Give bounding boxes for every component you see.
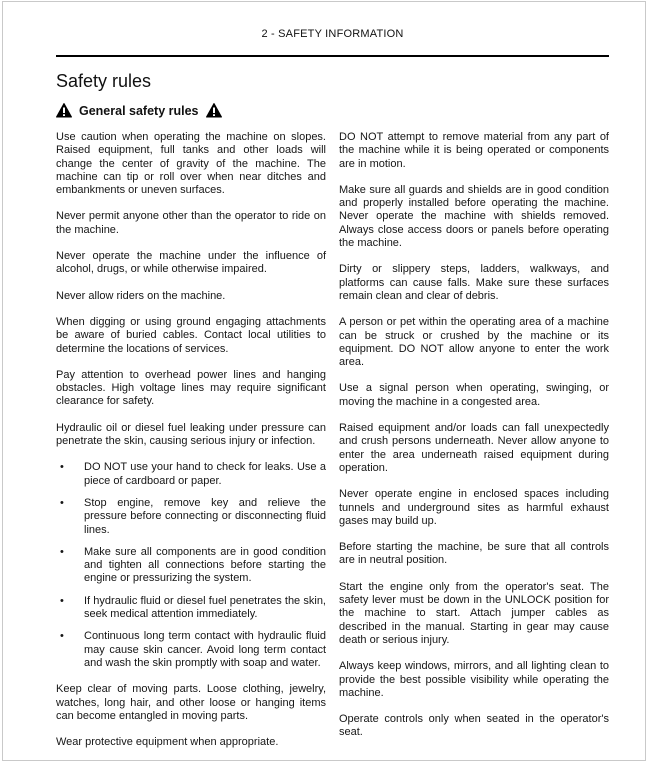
paragraph: When digging or using ground engaging attachments be aware of buried cables. Contact local utilities to determine the locations of services. bbox=[56, 315, 326, 355]
list-item-text: DO NOT use your hand to check for leaks. Use a piece of cardboard or paper. bbox=[84, 461, 326, 487]
list-item-text: Continuous long term contact with hydraulic fluid may cause skin cancer. Avoid long term contact and wash the skin promptly with soap and water. bbox=[84, 630, 326, 669]
bullet-marker bbox=[60, 595, 64, 608]
paragraph: Use a signal person when operating, swinging, or moving the machine in a congested area. bbox=[339, 382, 609, 408]
list-item bbox=[56, 546, 326, 586]
paragraph: Start the engine only from the operator's seat. The safety lever must be down in the UNLOCK position for the machine to start. Attach jumper cables as described in the manual. Starting in gear may cause death or serious injury. bbox=[339, 580, 609, 646]
document-page bbox=[2, 1, 646, 761]
header-rule bbox=[56, 55, 609, 57]
bullet-marker bbox=[60, 546, 64, 559]
warning-icon bbox=[206, 103, 222, 118]
list-item-text: Make sure all components are in good condition and tighten all connections before starting the engine or pressurizing the system. bbox=[84, 545, 326, 585]
paragraph: Never allow riders on the machine. bbox=[56, 289, 226, 302]
bullet-list bbox=[56, 461, 326, 670]
paragraph: DO NOT attempt to remove material from any part of the machine while it is being operated or components are in motion. bbox=[339, 131, 609, 170]
running-header bbox=[56, 28, 609, 41]
list-item bbox=[56, 497, 326, 537]
two-column-body bbox=[56, 131, 609, 761]
section-heading bbox=[56, 103, 609, 118]
paragraph: Wear protective equipment when appropriate. bbox=[56, 736, 279, 749]
paragraph: Operate controls only when seated in the operator's seat. bbox=[339, 713, 609, 739]
list-item-text: If hydraulic fluid or diesel fuel penetrates the skin, seek medical attention immediately. bbox=[84, 594, 326, 621]
section-heading-label: General safety rules bbox=[79, 103, 199, 118]
bullet-marker bbox=[60, 461, 64, 474]
paragraph: Hydraulic oil or diesel fuel leaking under pressure can penetrate the skin, causing serious injury or infection. bbox=[56, 421, 326, 448]
paragraph: Keep clear of moving parts. Loose clothing, jewelry, watches, long hair, and other loose or hanging items can become entangled in moving parts. bbox=[56, 683, 326, 722]
paragraph: Before starting the machine, be sure that all controls are in neutral position. bbox=[339, 541, 609, 567]
page-title: Safety rules bbox=[56, 71, 152, 91]
running-header-text: 2 - SAFETY INFORMATION bbox=[261, 28, 404, 40]
left-column bbox=[56, 131, 326, 761]
right-column bbox=[339, 131, 609, 761]
paragraph: Never operate engine in enclosed spaces including tunnels and underground sites as harmful exhaust gases may build up. bbox=[339, 488, 609, 527]
paragraph: Raised equipment and/or loads can fall unexpectedly and crush persons underneath. Never allow anyone to enter the area underneath raised equipment during operation. bbox=[339, 422, 609, 474]
list-item bbox=[56, 630, 326, 670]
warning-icon bbox=[56, 103, 72, 118]
paragraph: Use caution when operating the machine on slopes. Raised equipment, full tanks and other loads will change the center of gravity of the machine. The machine can tip or roll over when near ditches and embankments or uneven surfaces. bbox=[56, 131, 326, 197]
paragraph: Never permit anyone other than the operator to ride on the machine. bbox=[56, 210, 326, 236]
paragraph: Never operate the machine under the influence of alcohol, drugs, or while otherwise impaired. bbox=[56, 250, 326, 276]
paragraph: A person or pet within the operating area of a machine can be struck or crushed by the machine or its equipment. DO NOT allow anyone to enter the work area. bbox=[339, 316, 609, 369]
bullet-marker bbox=[60, 630, 64, 643]
paragraph: Make sure all guards and shields are in good condition and properly installed before operating the machine. Never operate the machine with shields removed. Always close access doors or panels before operating the machine. bbox=[339, 183, 609, 250]
bullet-marker bbox=[60, 497, 64, 510]
paragraph: Pay attention to overhead power lines and hanging obstacles. High voltage lines may require significant clearance for safety. bbox=[56, 368, 326, 408]
paragraph: Dirty or slippery steps, ladders, walkways, and platforms can cause falls. Make sure these surfaces remain clean and clear of debris. bbox=[339, 263, 609, 302]
paragraph: Always keep windows, mirrors, and all lighting clean to provide the best possible visibility while operating the machine. bbox=[339, 660, 609, 699]
list-item-text: Stop engine, remove key and relieve the pressure before connecting or disconnecting fluid lines. bbox=[84, 496, 326, 536]
list-item bbox=[56, 461, 326, 488]
list-item bbox=[56, 595, 326, 622]
